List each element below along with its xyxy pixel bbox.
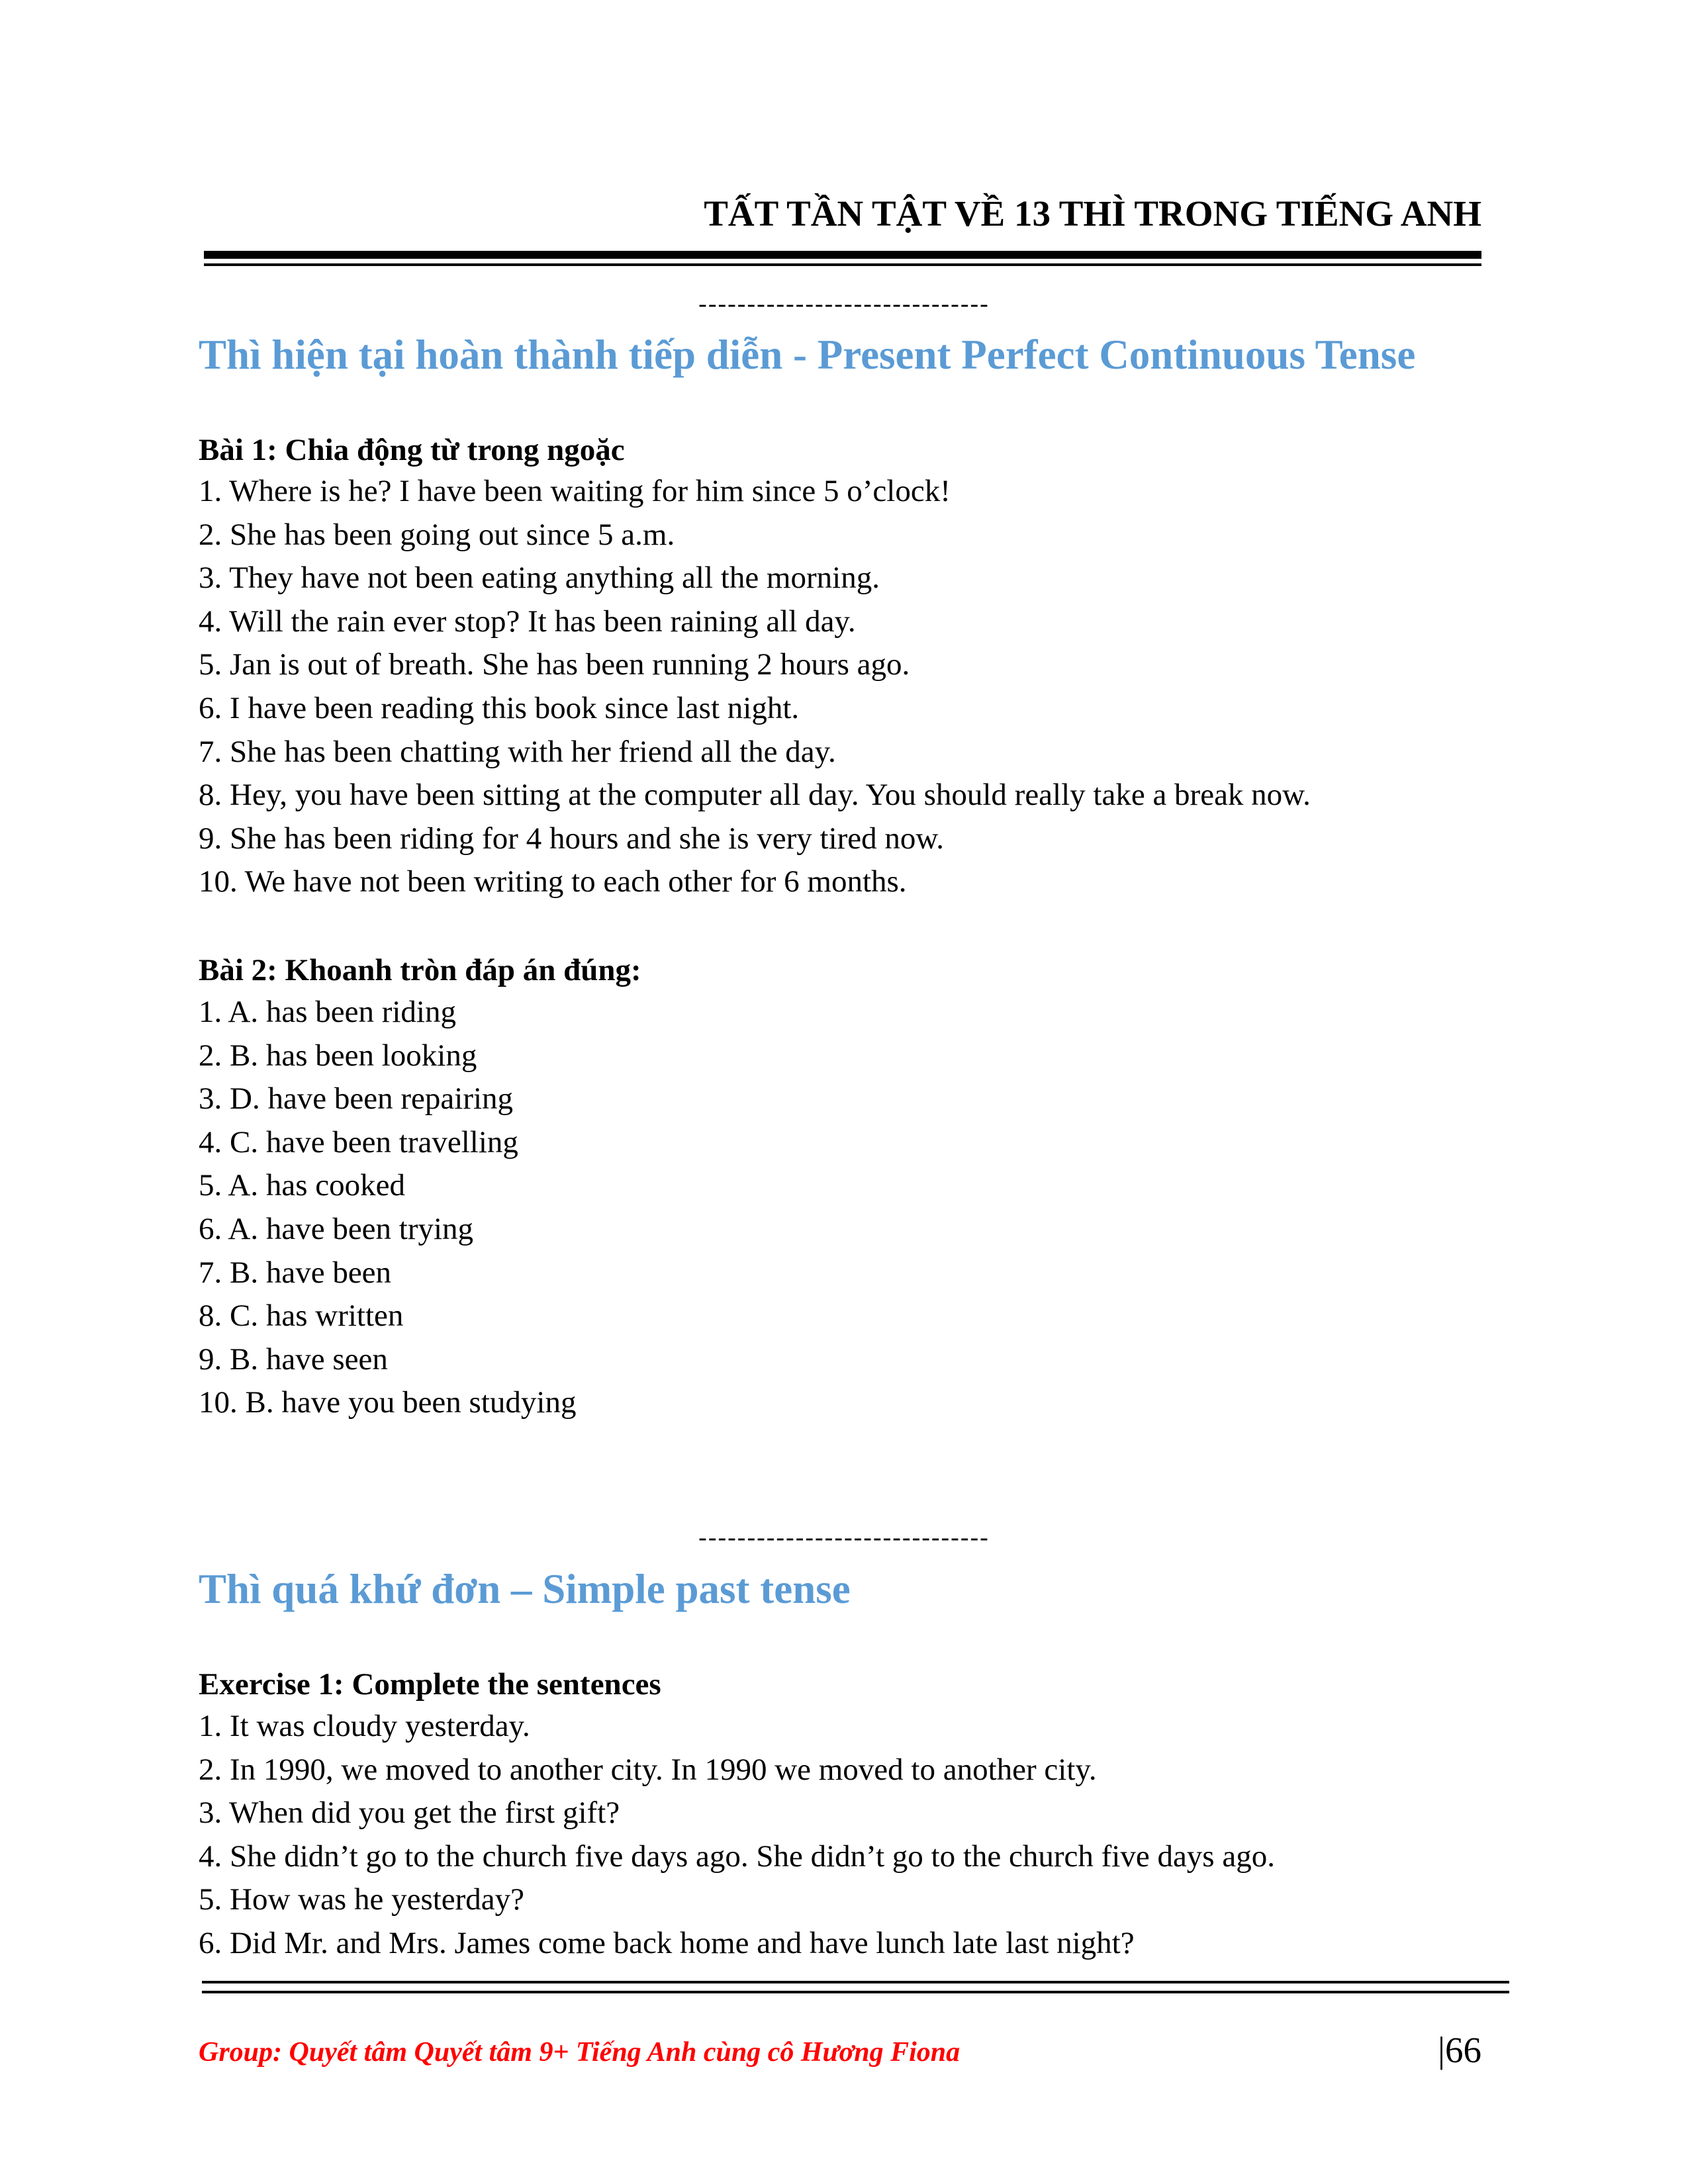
answer-item: 5. A. has cooked: [199, 1168, 405, 1203]
footer-rule-top: [202, 1981, 1509, 1983]
answer-item: 7. She has been chatting with her friend all the day.: [199, 734, 836, 769]
answer-list-bai-2: [199, 991, 576, 1425]
exercise-title-bai-2: Bài 2: Khoanh tròn đáp án đúng:: [199, 953, 641, 987]
answer-item: 3. They have not been eating anything all the morning.: [199, 561, 880, 596]
answer-item: 1. It was cloudy yesterday.: [199, 1709, 530, 1743]
answer-item: 10. B. have you been studying: [199, 1385, 577, 1420]
answer-item: 5. Jan is out of breath. She has been running 2 hours ago.: [199, 647, 910, 682]
section-heading-simple-past: Thì quá khứ đơn – Simple past tense: [199, 1566, 851, 1612]
answer-item: 10. We have not been writing to each other for 6 months.: [199, 864, 907, 899]
answer-item: 2. In 1990, we moved to another city. In 1990 we moved to another city.: [199, 1752, 1097, 1787]
page-number: |66: [1437, 2030, 1481, 2070]
answer-item: 4. C. have been travelling: [199, 1124, 518, 1160]
footer-group-text: Group: Quyết tâm Quyết tâm 9+ Tiếng Anh cùng cô Hương Fiona: [199, 2037, 961, 2068]
answer-item: 3. D. have been repairing: [199, 1081, 514, 1116]
answer-item: 8. C. has written: [199, 1298, 404, 1334]
section-heading-present-perfect-continuous: Thì hiện tại hoàn thành tiếp diễn - Present Perfect Continuous Tense: [199, 332, 1416, 378]
header-rule-thin: [204, 263, 1481, 266]
header-rule-thick: [204, 251, 1481, 259]
answer-item: 8. Hey, you have been sitting at the computer all day. You should really take a break now.: [199, 778, 1311, 813]
answer-item: 9. She has been riding for 4 hours and she is very tired now.: [199, 821, 945, 856]
answer-item: 9. B. have seen: [199, 1342, 388, 1377]
answer-item: 6. I have been reading this book since last night.: [199, 690, 800, 725]
answer-item: 4. Will the rain ever stop? It has been raining all day.: [199, 604, 856, 639]
section-divider-dashes: ------------------------------: [698, 290, 990, 318]
exercise-title-bai-1: Bài 1: Chia động từ trong ngoặc: [199, 433, 625, 467]
answer-list-bai-1: [199, 470, 1311, 904]
answer-item: 7. B. have been: [199, 1255, 392, 1290]
answer-item: 3. When did you get the first gift?: [199, 1796, 620, 1831]
document-header-title: TẤT TẦN TẬT VỀ 13 THÌ TRONG TIẾNG ANH: [704, 193, 1481, 234]
answer-item: 6. A. have been trying: [199, 1211, 474, 1246]
exercise-title-exercise-1: Exercise 1: Complete the sentences: [199, 1667, 661, 1702]
answer-list-exercise-1: [199, 1705, 1275, 1966]
answer-item: 4. She didn’t go to the church five days ago. She didn’t go to the church five days ago.: [199, 1839, 1275, 1874]
answer-item: 2. She has been going out since 5 a.m.: [199, 517, 675, 552]
answer-item: 6. Did Mr. and Mrs. James come back home and have lunch late last night?: [199, 1925, 1135, 1960]
section-divider-dashes: ------------------------------: [698, 1524, 990, 1551]
footer-rule-bottom: [202, 1991, 1509, 1993]
answer-item: 5. How was he yesterday?: [199, 1882, 525, 1917]
answer-item: 1. Where is he? I have been waiting for him since 5 o’clock!: [199, 474, 951, 508]
answer-item: 1. A. has been riding: [199, 995, 456, 1029]
answer-item: 2. B. has been looking: [199, 1038, 477, 1073]
